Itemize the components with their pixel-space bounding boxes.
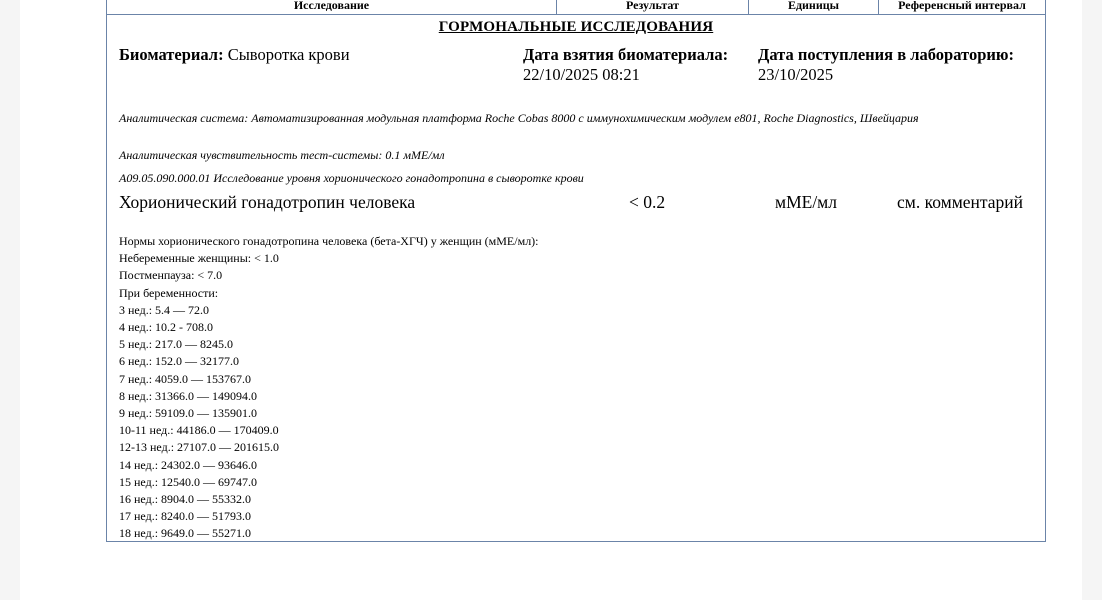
- received-date: [758, 45, 1014, 85]
- list-item: 8 нед.: 31366.0 — 149094.0: [119, 388, 258, 403]
- list-item: Постменпауза: < 7.0: [119, 268, 223, 283]
- analytical-system: Аналитическая система: Автоматизированная модульная платформа Roche Cobas 8000 с иммунохимическим модулем e801, Roche Diagnostics, Швейцария: [119, 111, 919, 125]
- list-item: 6 нед.: 152.0 — 32177.0: [119, 354, 240, 369]
- list-item: 5 нед.: 217.0 — 8245.0: [119, 337, 234, 352]
- norms-list: [119, 233, 539, 543]
- biomaterial: [119, 45, 350, 65]
- result-name: Хорионический гонадотропин человека: [119, 192, 416, 212]
- list-item: Нормы хорионического гонадотропина человека (бета-ХГЧ) у женщин (мМЕ/мл):: [119, 234, 539, 248]
- list-item: 4 нед.: 10.2 - 708.0: [119, 320, 214, 335]
- list-item: 18 нед.: 9649.0 — 55271.0: [119, 526, 252, 541]
- result-reference: см. комментарий: [897, 192, 1024, 212]
- biomaterial-label: Биоматериал:: [119, 45, 224, 64]
- collection-date-label: Дата взятия биоматериала:: [523, 45, 729, 64]
- header-units: Единицы: [749, 0, 879, 14]
- header-study: Исследование: [107, 0, 557, 14]
- list-item: При беременности:: [119, 285, 219, 300]
- received-date-value: 23/10/2025: [758, 65, 834, 84]
- list-item: 17 нед.: 8240.0 — 51793.0: [119, 509, 252, 524]
- report-frame: [106, 0, 1046, 542]
- table-header: [107, 0, 1045, 15]
- test-code-line: A09.05.090.000.01 Исследование уровня хорионического гонадотропина в сыворотке крови: [119, 171, 584, 185]
- received-date-label: Дата поступления в лабораторию:: [758, 45, 1014, 64]
- list-item: 14 нед.: 24302.0 — 93646.0: [119, 457, 258, 472]
- sensitivity: Аналитическая чувствительность тест-системы: 0.1 мМЕ/мл: [119, 148, 445, 162]
- header-result: Результат: [557, 0, 749, 14]
- list-item: 15 нед.: 12540.0 — 69747.0: [119, 474, 258, 489]
- report-page: [20, 0, 1082, 600]
- list-item: 3 нед.: 5.4 — 72.0: [119, 302, 210, 317]
- list-item: 10-11 нед.: 44186.0 — 170409.0: [119, 423, 279, 438]
- result-units: мМЕ/мл: [775, 192, 837, 212]
- collection-date-value: 22/10/2025 08:21: [523, 65, 640, 84]
- biomaterial-value: Сыворотка крови: [227, 45, 350, 64]
- result-value: < 0.2: [629, 192, 666, 212]
- list-item: 16 нед.: 8904.0 — 55332.0: [119, 492, 252, 507]
- list-item: Небеременные женщины: < 1.0: [119, 251, 279, 266]
- list-item: 7 нед.: 4059.0 — 153767.0: [119, 371, 252, 386]
- section-title: ГОРМОНАЛЬНЫЕ ИССЛЕДОВАНИЯ: [438, 19, 714, 35]
- list-item: 9 нед.: 59109.0 — 135901.0: [119, 406, 258, 421]
- header-reference: Референсный интервал: [898, 0, 1026, 12]
- list-item: 12-13 нед.: 27107.0 — 201615.0: [119, 440, 280, 455]
- collection-date: [523, 45, 728, 85]
